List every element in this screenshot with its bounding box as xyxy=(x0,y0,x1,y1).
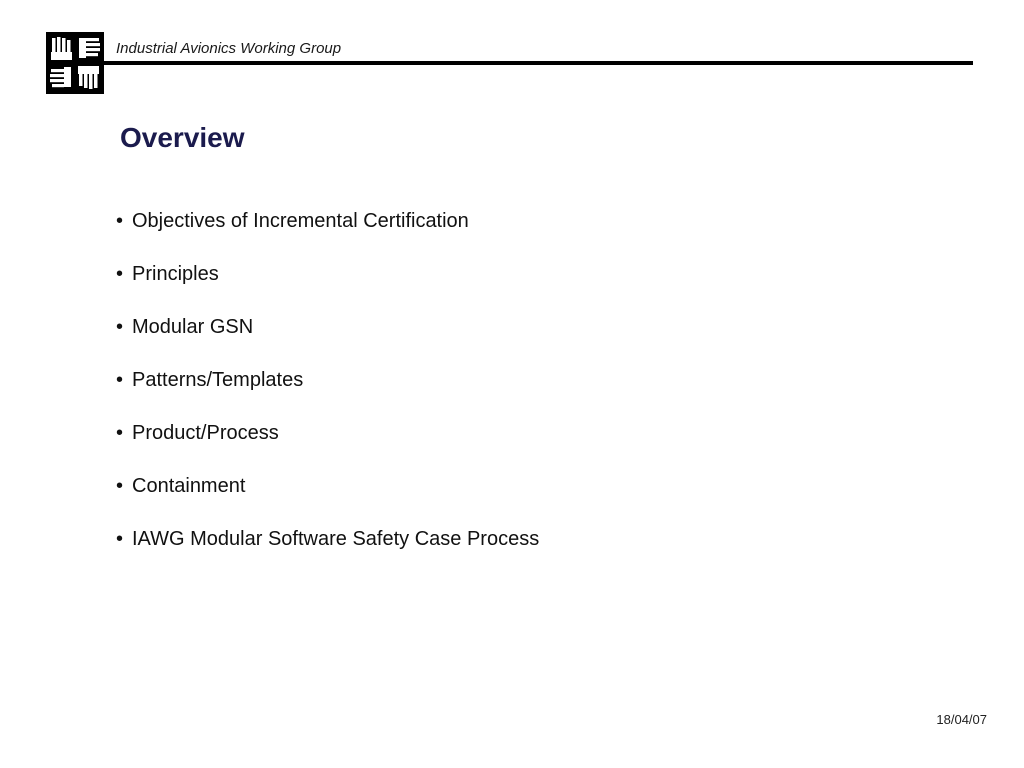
bullet-item xyxy=(116,206,539,259)
bullet-item xyxy=(116,259,539,312)
header-divider xyxy=(104,61,973,65)
bullet-text: Containment xyxy=(132,475,246,497)
bullet-dot-icon: • xyxy=(116,210,124,232)
bullet-dot-icon: • xyxy=(116,422,124,444)
bullet-dot-icon: • xyxy=(116,528,124,550)
bullet-text: Principles xyxy=(132,263,219,285)
footer-date: 18/04/07 xyxy=(936,712,987,727)
header-organization: Industrial Avionics Working Group xyxy=(116,40,342,57)
bullet-text: IAWG Modular Software Safety Case Process xyxy=(132,528,540,550)
bullet-dot-icon: • xyxy=(116,369,124,391)
bullet-item xyxy=(116,312,539,365)
bullet-item xyxy=(116,418,539,471)
bullet-item xyxy=(116,524,539,577)
bullet-dot-icon: • xyxy=(116,316,124,338)
bullet-text: Objectives of Incremental Certification xyxy=(132,210,469,232)
bullet-dot-icon: • xyxy=(116,475,124,497)
bullet-text: Modular GSN xyxy=(132,316,254,338)
slide-title: Overview xyxy=(120,122,245,153)
bullet-item xyxy=(116,471,539,524)
bullet-list xyxy=(116,206,539,577)
bullet-text: Product/Process xyxy=(132,422,279,444)
bullet-dot-icon: • xyxy=(116,263,124,285)
bullet-text: Patterns/Templates xyxy=(132,369,304,391)
bullet-item xyxy=(116,365,539,418)
four-hands-logo-icon xyxy=(46,32,104,94)
